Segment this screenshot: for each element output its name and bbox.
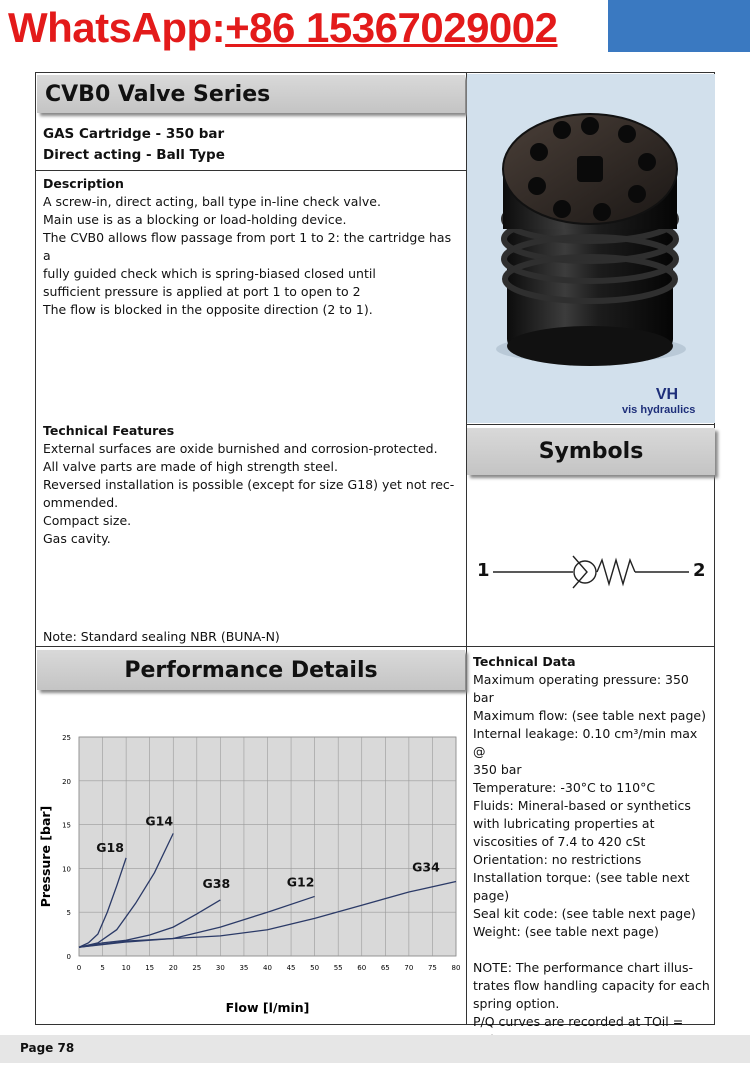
- x-tick-label: 45: [286, 964, 296, 972]
- series-label: G18: [96, 839, 124, 855]
- x-tick-label: 40: [263, 964, 272, 972]
- technical-data-line: Maximum operating pressure: 350 bar: [473, 672, 689, 705]
- x-tick-label: 20: [168, 964, 178, 972]
- x-tick-label: 50: [310, 964, 320, 972]
- feature-line: Gas cavity.: [43, 531, 111, 546]
- x-tick-label: 80: [451, 964, 461, 972]
- photo-divider: [466, 424, 715, 425]
- technical-data-line: Installation torque: (see table next: [473, 870, 690, 885]
- technical-data-line: Maximum flow: (see table next page): [473, 708, 706, 723]
- x-tick-label: 60: [357, 964, 367, 972]
- series-label: G38: [202, 875, 231, 891]
- header-blue-tab: [608, 0, 750, 52]
- technical-data-lines: [473, 671, 711, 1067]
- y-axis-label: Pressure [bar]: [38, 805, 53, 908]
- subtitle-line-2: Direct acting - Ball Type: [43, 147, 225, 163]
- footer-bar: [0, 1035, 750, 1063]
- technical-data-line: with lubricating properties at: [473, 816, 655, 831]
- x-tick-label: 55: [333, 964, 343, 972]
- product-subtitle: [43, 124, 225, 166]
- technical-data-line: Seal kit code: (see table next page): [473, 906, 696, 921]
- row-divider-right: [466, 646, 715, 647]
- features-heading: Technical Features: [43, 423, 175, 438]
- x-tick-label: 0: [76, 964, 82, 972]
- description-line: fully guided check which is spring-biased closed until: [43, 266, 376, 281]
- x-tick-label: 15: [145, 964, 155, 972]
- series-label: G34: [412, 859, 440, 875]
- feature-line: Reversed installation is possible (except for size G18) yet not rec-: [43, 477, 455, 492]
- feature-line: Compact size.: [43, 513, 132, 528]
- y-tick-label: 10: [62, 865, 71, 874]
- technical-data-line: NOTE: The performance chart illus-: [473, 960, 693, 975]
- x-tick-label: 65: [380, 964, 390, 972]
- sealing-note: Note: Standard sealing NBR (BUNA-N): [43, 629, 280, 644]
- technical-data-line: Temperature: -30°C to 110°C: [473, 780, 656, 795]
- x-tick-label: 10: [121, 964, 131, 972]
- series-label: G14: [145, 813, 174, 829]
- technical-data-section: [473, 653, 711, 1067]
- technical-data-line: 350 bar: [473, 762, 522, 777]
- check-valve-symbol-icon: [467, 540, 715, 610]
- technical-data-line: Weight: (see table next page): [473, 924, 659, 939]
- feature-line: All valve parts are made of high strength steel.: [43, 459, 338, 474]
- subtitle-line-1: GAS Cartridge - 350 bar: [43, 126, 225, 142]
- performance-chart: [37, 720, 465, 1020]
- technical-features-section: [43, 422, 458, 548]
- technical-data-line: page): [473, 888, 510, 903]
- feature-line: ommended.: [43, 495, 119, 510]
- x-tick-label: 5: [100, 964, 105, 972]
- description-line: A screw-in, direct acting, ball type in-line check valve.: [43, 194, 381, 209]
- description-line: sufficient pressure is applied at port 1 to open to 2: [43, 284, 361, 299]
- series-label: G12: [286, 874, 315, 890]
- y-tick-label: 0: [66, 953, 71, 961]
- technical-data-line: Internal leakage: 0.10 cm³/min max @: [473, 726, 698, 759]
- feature-line: External surfaces are oxide burnished and corrosion-protected.: [43, 441, 438, 456]
- page-number: Page 78: [20, 1041, 75, 1055]
- description-heading: Description: [43, 176, 124, 191]
- vh-logo-mark: VH: [655, 386, 679, 403]
- y-tick-label: 15: [62, 821, 71, 830]
- whatsapp-label: WhatsApp:: [8, 4, 226, 51]
- brand-logo-text: vis hydraulics: [622, 404, 696, 416]
- technical-data-line: viscosities of 7.4 to 420 cSt: [473, 834, 646, 849]
- symbols-title: Symbols: [467, 428, 715, 475]
- y-tick-label: 5: [66, 909, 71, 918]
- x-tick-label: 35: [239, 964, 249, 972]
- product-photo: [467, 74, 715, 423]
- x-tick-label: 70: [404, 964, 414, 972]
- subtitle-divider: [35, 170, 466, 171]
- vh-logo: [656, 386, 678, 403]
- y-tick-label: 25: [62, 734, 71, 742]
- technical-data-line: [473, 941, 711, 959]
- series-title: CVB0 Valve Series: [37, 75, 465, 113]
- description-line: The CVB0 allows flow passage from port 1 to 2: the cartridge has a: [43, 230, 452, 263]
- technical-data-line: spring option.: [473, 996, 560, 1011]
- x-tick-label: 25: [192, 964, 202, 972]
- x-tick-label: 75: [427, 964, 437, 972]
- port-2-label: 2: [693, 560, 706, 581]
- technical-data-heading: Technical Data: [473, 654, 576, 669]
- y-tick-label: 20: [62, 777, 71, 786]
- technical-data-line: Fluids: Mineral-based or synthetics: [473, 798, 691, 813]
- valve-cartridge-illustration: [467, 74, 715, 423]
- port-1-label: 1: [477, 560, 490, 581]
- whatsapp-contact[interactable]: [8, 4, 558, 52]
- description-line: Main use is as a blocking or load-holding device.: [43, 212, 347, 227]
- technical-data-line: P/Q curves are recorded at TOil =: [473, 1014, 684, 1029]
- description-section: [43, 175, 458, 319]
- technical-data-line: trates flow handling capacity for each: [473, 978, 710, 993]
- technical-data-line: Orientation: no restrictions: [473, 852, 642, 867]
- check-valve-symbol: [467, 540, 715, 610]
- x-axis-label: Flow [l/min]: [225, 1000, 310, 1015]
- performance-title: Performance Details: [37, 650, 465, 690]
- whatsapp-number-link[interactable]: +86 15367029002: [225, 4, 558, 51]
- row-divider-left: [35, 646, 466, 647]
- description-line: The flow is blocked in the opposite direction (2 to 1).: [43, 302, 373, 317]
- x-tick-label: 30: [215, 964, 225, 972]
